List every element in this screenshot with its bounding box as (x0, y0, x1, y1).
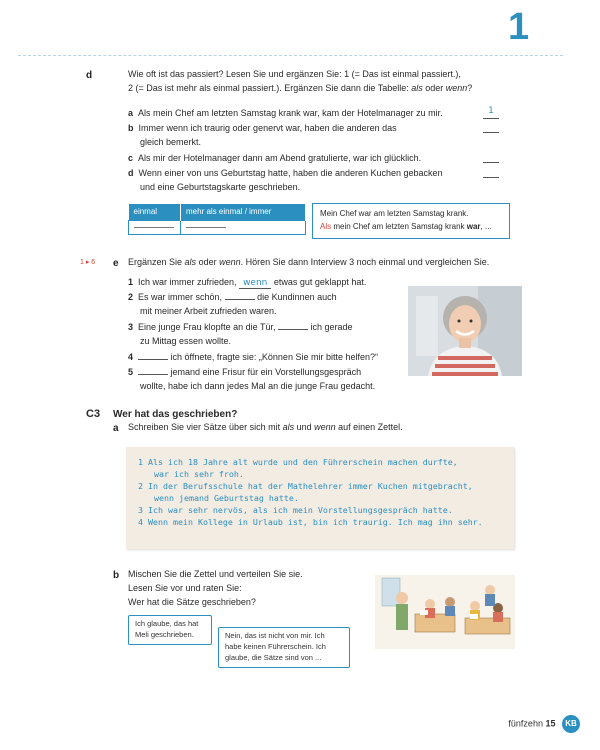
item-text: Als mir der Hotelmanager dann am Abend gratulierte, war ich glücklich. (138, 153, 422, 163)
bubble-line: Nein, das ist nicht von mir. Ich (225, 631, 325, 640)
item-text: Als mein Chef am letzten Samstag krank war, kam der Hotelmanager zu mir. (138, 108, 443, 118)
item-number: 5 (128, 367, 134, 377)
e-answer-2[interactable] (225, 292, 255, 300)
d-item-c (128, 152, 488, 166)
item-text: ich öffnete, fragte sie: „Können Sie mir bitte helfen?“ (168, 352, 378, 362)
d-answer-d[interactable] (483, 166, 499, 178)
e-answer-4[interactable] (138, 352, 168, 360)
item-text-cont: zu Mittag essen wollte. (140, 335, 232, 346)
note-text: Als ich 18 Jahre alt wurde und den Führerschein machen durfte, (148, 457, 458, 467)
instr-text: . Hören Sie dann Interview 3 noch einmal und vergleichen Sie. (240, 257, 490, 267)
example-line2 (320, 221, 502, 234)
item-text-cont: und eine Geburtstagskarte geschrieben. (140, 181, 301, 192)
note-line-3 (138, 504, 502, 516)
audio-track-ref[interactable]: 1 ▸ 6 (80, 259, 96, 266)
e-item-3 (128, 321, 408, 349)
page-number: 15 (545, 718, 556, 729)
instr-italic-wenn: wenn (445, 82, 468, 93)
instr-text: Schreiben Sie vier Sätze über sich mit (128, 422, 283, 432)
table-header-row (129, 204, 306, 221)
instr-italic-wenn: wenn (219, 257, 241, 267)
item-text-cont: mit meiner Arbeit zufrieden waren. (140, 305, 277, 316)
note-text: In der Berufsschule hat der Mathelehrer immer Kuchen mitgebracht, (148, 481, 473, 492)
item-text: Immer wenn ich traurig oder genervt war, haben die anderen das (138, 123, 397, 133)
chapter-number: 1 (508, 6, 530, 48)
example-text: mein Chef am letzten Samstag krank (331, 221, 467, 231)
note-text: Ich war sehr nervös, als ich mein Vorstellungsgespräch hatte. (148, 505, 453, 516)
example-line1: Mein Chef war am letzten Samstag krank. (320, 209, 469, 218)
note-line-4 (138, 516, 502, 528)
instr-italic-als: als (282, 422, 295, 432)
item-label: a (128, 108, 134, 118)
e-answer-3[interactable] (278, 322, 308, 330)
section-c3-a-letter: a (113, 423, 119, 434)
item-text-cont: gleich bemerkt. (140, 136, 202, 147)
bubble-line: habe keinen Führerschein. Ich (225, 641, 326, 651)
d-item-d (128, 167, 488, 195)
example-red-word: Als (320, 221, 332, 231)
section-e-letter: e (113, 258, 119, 269)
d-answer-b[interactable] (483, 121, 499, 133)
note-text: Wenn mein Kollege in Urlaub ist, bin ich traurig. Ich mag ihn sehr. (148, 517, 483, 528)
note-number: 1 (138, 457, 143, 467)
note-line-2 (138, 480, 502, 492)
item-number: 3 (128, 322, 134, 332)
woman-illustration (408, 286, 522, 376)
b-line: Lesen Sie vor und raten Sie: (128, 582, 242, 593)
bubble-line: Ich glaube, das hat (135, 619, 199, 628)
table-header-mehr: mehr als einmal / immer (181, 204, 306, 221)
cell-line (134, 227, 174, 228)
instr-italic-als: als (184, 257, 197, 267)
d-item-b (128, 122, 488, 150)
cell-line (186, 227, 226, 228)
speech-bubble-2 (218, 627, 350, 668)
classroom-illustration (370, 570, 520, 652)
item-text: jemand eine Frisur für ein Vorstellungsgespräch (168, 367, 362, 377)
als-wenn-table (128, 204, 306, 235)
note-number: 4 (138, 517, 143, 528)
instr-text: oder (422, 82, 446, 93)
section-d-instruction (128, 68, 528, 96)
note-line-1 (138, 456, 502, 468)
instr-text: Ergänzen Sie (128, 257, 185, 267)
instr-text: 2 (= Das ist mehr als einmal passiert.). Ergänzen Sie dann die Tabelle: (128, 82, 412, 93)
e-answer-1[interactable]: wenn (239, 278, 271, 289)
section-c3-title: Wer hat das geschrieben? (113, 409, 238, 420)
instr-text: und (294, 422, 315, 432)
note-text-cont: wenn jemand Geburtstag hatte. (154, 493, 299, 504)
section-d-instruction-line1: Wie oft ist das passiert? Lesen Sie und ergänzen Sie: 1 (= Das ist einmal passiert.), (128, 69, 461, 79)
note-text-cont: war ich sehr froh. (154, 469, 244, 480)
kb-badge: KB (562, 715, 580, 733)
note-number: 3 (138, 505, 143, 516)
item-text: ich gerade (307, 322, 353, 332)
speech-bubble-1 (128, 615, 212, 645)
section-c3-b-letter: b (113, 570, 120, 581)
section-d-instruction-line2 (128, 82, 528, 96)
woman-photo (408, 286, 522, 376)
d-answer-c[interactable] (483, 151, 499, 163)
instr-italic-wenn: wenn (314, 422, 336, 432)
example-text: , ... (480, 221, 492, 231)
item-text: Eine junge Frau klopfte an die Tür, (138, 322, 278, 332)
bubble-line: glaube, die Sätze sind von ... (225, 652, 322, 662)
note-number: 2 (138, 481, 143, 492)
e-item-4 (128, 351, 413, 365)
item-text: Wenn einer von uns Geburtstag hatte, haben die anderen Kuchen gebacken (138, 168, 443, 178)
section-c3-b-instruction (128, 568, 358, 610)
bubble-line: Meli geschrieben. (135, 629, 194, 639)
item-text-cont: wollte, habe ich dann jedes Mal an die junge Frau gedacht. (140, 380, 376, 391)
table-cell-einmal[interactable] (129, 221, 181, 235)
item-number: 2 (128, 292, 134, 302)
section-e-instruction (128, 256, 528, 270)
page-word: fünfzehn (508, 718, 543, 729)
instr-text: ? (467, 82, 473, 93)
item-text: Ich war immer zufrieden, (138, 277, 240, 287)
instr-text: oder (196, 257, 220, 267)
table-header-einmal: einmal (129, 204, 181, 221)
classroom-drawing (370, 570, 520, 652)
section-c3-code: C3 (86, 408, 101, 420)
example-box (312, 203, 510, 239)
header-divider (18, 55, 563, 56)
instr-text: auf einen Zettel. (335, 422, 403, 432)
section-d-letter: d (86, 70, 93, 81)
e-item-1 (128, 276, 408, 291)
b-line: Wer hat die Sätze geschrieben? (128, 596, 256, 607)
item-number: 4 (128, 352, 134, 362)
e-answer-5[interactable] (138, 367, 168, 375)
page-footer (508, 715, 580, 733)
item-text: die Kundinnen auch (254, 292, 337, 302)
item-label: b (128, 123, 134, 133)
item-label: c (128, 153, 134, 163)
example-note-card (126, 447, 514, 549)
item-text: etwas gut geklappt hat. (271, 277, 367, 287)
item-text: Es war immer schön, (138, 292, 225, 302)
table-row (129, 221, 306, 235)
instr-italic-als: als (411, 82, 423, 93)
e-item-5 (128, 366, 413, 394)
b-line: Mischen Sie die Zettel und verteilen Sie sie. (128, 569, 303, 579)
item-label: d (128, 168, 134, 178)
item-number: 1 (128, 277, 134, 287)
d-answer-a[interactable]: 1 (483, 106, 499, 119)
d-item-a (128, 107, 488, 121)
section-c3-a-instruction (128, 421, 528, 435)
table-cell-mehr[interactable] (181, 221, 306, 235)
example-bold-word: war (466, 221, 481, 231)
e-item-2 (128, 291, 408, 319)
